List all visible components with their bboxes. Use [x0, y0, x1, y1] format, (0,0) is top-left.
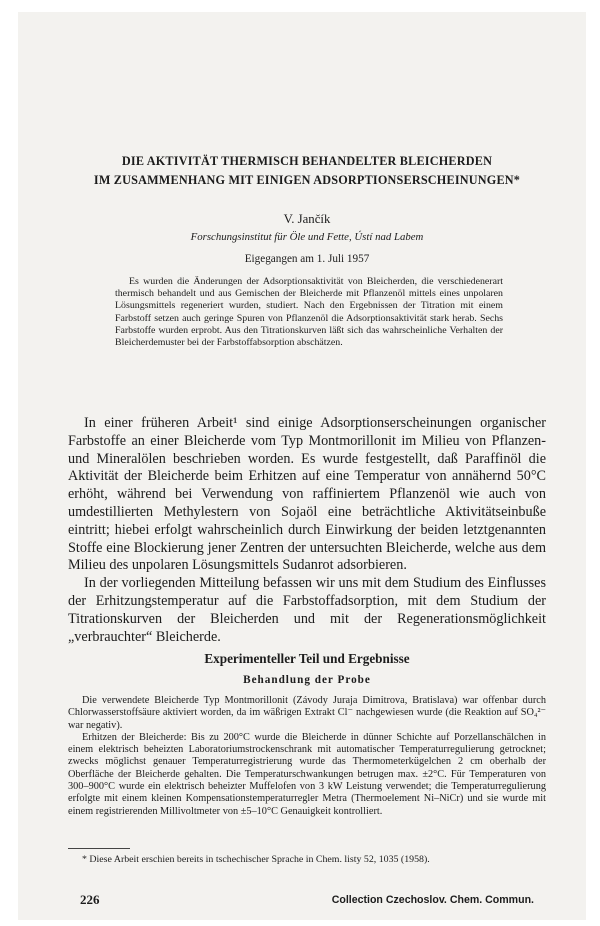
article-title-line-1: DIE AKTIVITÄT THERMISCH BEHANDELTER BLEICHERDEN	[121, 154, 493, 168]
abstract: Es wurden die Änderungen der Adsorptionsaktivität von Bleicherden, die verschiedenerart thermisch behandelt und aus Gemischen der Bleicherde mit Pflanzenöl mittels eines unpolaren Lösungsmittels regeneriert wurden, studiert. Nach den Ergebnissen der Titration mit einem Farbstoff setzen auch geringe Spuren von Pflanzenöl die Adsorptionsaktivität stark herab. Sechs Farbstoffe wurden erprobt. Aus den Titrationskurven läßt sich das wahrscheinliche Verhalten der Bleicherdemuster bei der Farbstoffabsorption abschätzen.	[115, 276, 503, 349]
experimental-paragraph-2: Erhitzen der Bleicherde: Bis zu 200°C wurde die Bleicherde in dünner Schichte auf Porzellanschälchen in einem elektrisch beheizten Laboratoriumstrockenschrank mit automatischer Temperaturregulierung getrocknet; zwecks möglichst genauer Temperaturregistrierung wurde das Thermometerkügelchen 2 cm oberhalb der Oberfläche der Bleicherde gehalten. Die Temperaturschwankungen betrugen max. ±2°C. Für Temperaturen von 300–900°C wurde ein elektrisch beheizter Muffelofen von 3 kW Leistung verwendet; die Temperaturregulierung erfolgte mit einem kleinen Kompensationstemperaturregler Metra (Thermoelement Ni–NiCr) und sie wurde mit einem registrierenden Millivoltmeter von ±5–10°C Genauigkeit kontrolliert.	[68, 731, 546, 817]
received-date: Eigegangen am 1. Juli 1957	[244, 253, 370, 265]
article-title	[68, 152, 546, 190]
intro-paragraph-2: In der vorliegenden Mitteilung befassen wir uns mit dem Studium des Einflusses der Erhitzungstemperatur auf die Farbstoffadsorption, mit dem Studium der Titrationskurven der Bleicherden und mit der Regenerationsmöglichkeit „verbrauchter“ Bleicherde.	[68, 575, 546, 645]
intro-paragraph-1: In einer früheren Arbeit¹ sind einige Adsorptionserscheinungen organischer Farbstoffe an einer Bleicherde vom Typ Montmorillonit im Milieu von Pflanzen- und Mineralölen beschrieben worden. Es wurde festgestellt, daß Paraffinöl die Aktivität der Bleicherde beim Erhitzen auf eine Temperatur von annähernd 50°C erhöht, während bei Verwendung von raffiniertem Pflanzenöl wie auch von umdestillierten Methylestern von Sojaöl eine beträchtliche Aktivitätseinbuße eintritt; hiebei erfolgt wahrscheinlich durch Einwirkung der beiden letztgenannten Stoffe eine Blockierung jener Zentren der untersuchten Bleicherde, welche aus dem Milieu des unpolaren Lösungsmittels Sudanrot adsorbieren.	[68, 415, 546, 574]
experimental-text	[68, 695, 546, 818]
author-affiliation: Forschungsinstitut für Öle und Fette, Ústí nad Labem	[190, 231, 424, 243]
section-heading: Experimenteller Teil und Ergebnisse	[204, 651, 410, 666]
subsection-heading: Behandlung der Probe	[243, 674, 371, 686]
article-title-line-2: IM ZUSAMMENHANG MIT EINIGEN ADSORPTIONSERSCHEINUNGEN*	[93, 173, 521, 187]
page-number: 226	[80, 892, 100, 907]
introduction	[68, 415, 546, 646]
footnote-divider	[68, 848, 130, 849]
journal-name: Collection Czechoslov. Chem. Commun.	[331, 894, 534, 906]
experimental-paragraph-1: Die verwendete Bleicherde Typ Montmorillonit (Závody Juraja Dimitrova, Bratislava) war offenbar durch Chlorwasserstoffsäure aktiviert worden, da im wäßrigen Extrakt Cl⁻ nachgewiesen wurde (die Reaktion auf SO₄²⁻ war negativ).	[68, 695, 546, 731]
footnote: * Diese Arbeit erschien bereits in tschechischer Sprache in Chem. listy 52, 1035 (1958).	[82, 854, 430, 865]
author-name: V. Jančík	[283, 212, 331, 226]
journal-page	[18, 12, 586, 920]
